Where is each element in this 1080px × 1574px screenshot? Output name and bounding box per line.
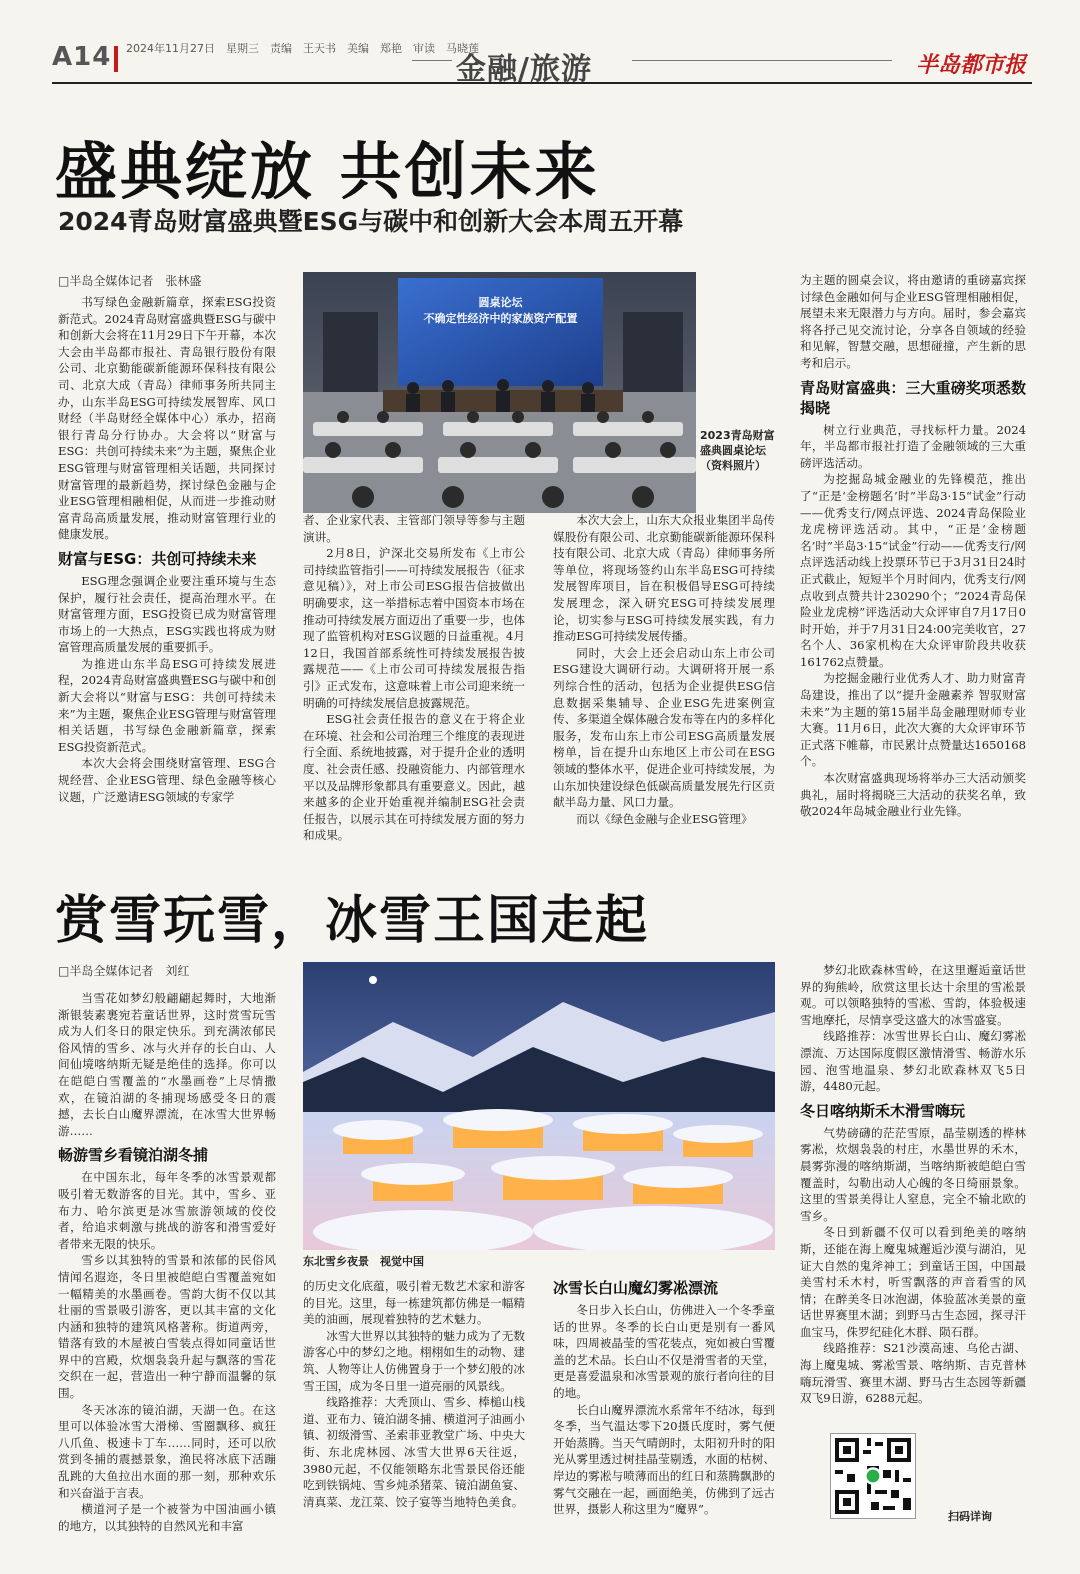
paragraph: 线路推荐：冰雪世界长白山、魔幻雾凇漂流、万达国际度假区激情滑雪、畅游水乐园、泡雪地温泉、梦幻北欧森林双飞5日游，4480元起。 xyxy=(800,1029,1026,1094)
paragraph: 者、企业家代表、主管部门领导等参与主题演讲。 xyxy=(303,513,525,544)
page-masthead xyxy=(52,40,1032,87)
paragraph: 为挖掘岛城金融业的先锋模范，推出了“正是‘金榜题名’时”半岛3·15“试金”行动——优秀支行/网点评选、2024青岛保险业龙虎榜评选活动。其中，“正是‘金榜题名’时”半岛3·15“试金”行动——优秀支行/网点评选活动线上投票环节已于3月31日24时正式截止，短短半个月时间内，优秀支行/网点收到点赞共计230290个；“2024青岛保险业龙虎榜”评选活动大众评审自7月17日0时开始，并于7月31日24:00完美收官，27名个人、36家机构在大众评审阶段共收获161762点赞量。 xyxy=(800,472,1026,669)
article2-headline: 赏雪玩雪，冰雪王国走起 xyxy=(55,891,650,951)
edition-meta: 2024年11月27日 星期三 责编 王天书 美编 郑艳 审读 马晓莲 xyxy=(126,42,479,55)
paragraph: 冬天冰冻的镜泊湖，天湖一色。在这里可以体验冰雪大滑梯、雪圈飘移、疯狂八爪鱼、极速卡丁车……同时，还可以欣赏到冬捕的震撼景象，渔民将冰底下活蹦乱跳的大鱼拉出水面的那一刻，那种欢乐和兴奋溢于言表。 xyxy=(58,1402,276,1500)
article1-photo xyxy=(303,272,696,513)
screen-text: 不确定性经济中的家族资产配置 xyxy=(423,312,578,325)
section-title: 金融/旅游 xyxy=(456,52,592,87)
paragraph: 为挖掘金融行业优秀人才、助力财富青岛建设，推出了以“提升金融素养 智驭财富未来”为主题的第15届半岛金融理财师专业大赛。11月6日，此次大赛的大众评审环节正式落下帷幕，市民累计点赞量达1650168个。 xyxy=(800,671,1026,769)
article1-byline: □半岛全媒体记者 张林盛 xyxy=(58,274,202,288)
paragraph: ESG理念强调企业要注重环境与生态保护，履行社会责任，提高治理水平。在财富管理方面，ESG投资已成为财富管理市场上的一大热点，ESG实践也将成为财富管理高质量发展的重要抓手。 xyxy=(58,573,276,655)
article2-photo-caption: 东北雪乡夜景 视觉中国 xyxy=(303,1255,424,1268)
paragraph: 线路推荐：大秃顶山、雪乡、棒槌山栈道、亚布力、镜泊湖冬捕、横道河子油画小镇、初级滑雪、圣索菲亚教堂广场、中央大街、东北虎林园、冰雪大世界6天往返，3980元起，不仅能领略东北雪景民俗还能吃到铁锅炖、雪乡炖杀猪菜、镜泊湖鱼宴、清真菜、龙江菜、饺子宴等当地特色美食。 xyxy=(303,1395,525,1509)
article2-column-3 xyxy=(553,1278,775,1534)
paragraph: 冬日步入长白山，仿佛进入一个冬季童话的世界。冬季的长白山更是别有一番风味，四周被晶莹的雪花装点，宛如被白雪覆盖的艺术品。长白山不仅是滑雪者的天堂，更是喜爱温泉和冰雪景观的旅行者向往的目的地。 xyxy=(553,1303,775,1400)
article2-column-1 xyxy=(58,990,276,1534)
paragraph: 本次大会将会围绕财富管理、ESG合规经营、企业ESG管理、绿色金融等核心议题，广泛邀请ESG领域的专家学 xyxy=(58,756,276,804)
article2-column-2 xyxy=(303,1278,525,1534)
paragraph: 的历史文化底蕴，吸引着无数艺术家和游客的目光。这里，每一栋建筑都仿佛是一幅精美的油画，展现着独特的艺术魅力。 xyxy=(303,1279,525,1327)
paragraph: 为推进山东半岛ESG可持续发展进程，2024青岛财富盛典暨ESG与碳中和创新大会将以“财富与ESG：共创可持续未来”为主题，聚焦企业ESG管理与财富管理相关话题，书写绿色金融新篇章，探索ESG投资新范式。 xyxy=(58,656,276,754)
page-number: A14 xyxy=(52,42,112,72)
paragraph: 长白山魔界漂流水系常年不结冰，每到冬季，当气温达零下20摄氏度时，雾气便开始蒸腾。当天气晴朗时，太阳初升时的阳光从雾里透过树挂晶莹剔透，水面的枯树、岸边的雾凇与喷薄而出的红日和蒸腾飘渺的雾气交融在一起，画面绝美，仿佛到了远古世界，摄影人称这里为“魔界”。 xyxy=(553,1402,775,1517)
article1-column-2 xyxy=(303,512,525,846)
paragraph: 线路推荐：S21沙漠高速、乌伦古湖、海上魔鬼城、雾凇雪景、喀纳斯、吉克普林嗨玩滑雪、赛里木湖、野马古生态园等新疆双飞9日游，6288元起。 xyxy=(800,1341,1026,1406)
paragraph: 气势磅礴的茫茫雪原，晶莹剔透的桦林雾凇，炊烟袅袅的村庄，水墨世界的禾木，晨雾弥漫的喀纳斯湖，当喀纳斯被皑皑白雪覆盖时，勾勒出动人心魄的冬日绮丽景象。这里的雪景美得让人窒息，完全不输北欧的雪乡。 xyxy=(800,1125,1026,1223)
section-rule-left xyxy=(412,60,452,61)
article1-subhead-1: 财富与ESG：共创可持续未来 xyxy=(58,549,257,568)
article2-column-4 xyxy=(800,962,1026,1422)
paragraph: 冬日到新疆不仅可以看到绝美的喀纳斯，还能在海上魔鬼城邂逅沙漠与湖泊，见证大自然的鬼斧神工；到童话王国，中国最美雪村禾木村，听雪飘落的声音看雪的风情；在醉美冬日冰泡湖，体验蓝冰美景的童话世界赛里木湖；到野马古生态园，探寻汗血宝马，侏罗纪硅化木群、陨石群。 xyxy=(800,1225,1026,1339)
paragraph: 为主题的圆桌会议，将由邀请的重磅嘉宾探讨绿色金融如何与企业ESG管理相融相促，展望未来无限潜力与方向。届时，参会嘉宾将各抒己见交流讨论，分享各自领域的经验和见解，智慧交融，思想碰撞，产生新的思考和启示。 xyxy=(800,273,1026,370)
paragraph: 2月8日，沪深北交易所发布《上市公司持续监管指引——可持续发展报告（征求意见稿）》，对上市公司ESG报告信披做出明确要求，这一举措标志着中国资本市场在推动可持续发展方面迈出了重要一步，也体现了监管机构对ESG议题的日益重视。4月12日，我国首部系统性可持续发展报告披露规范——《上市公司可持续发展报告指引》正式发布，这意味着上市公司迎来统一明确的可持续发展信息披露规范。 xyxy=(303,546,525,710)
article1-column-4 xyxy=(800,272,1026,846)
screen-title: 圆桌论坛 xyxy=(478,296,523,309)
article1-subheadline: 2024青岛财富盛典暨ESG与碳中和创新大会本周五开幕 xyxy=(58,207,684,236)
article1-subhead-2: 青岛财富盛典：三大重磅奖项悉数揭晓 xyxy=(800,378,1026,417)
article1-column-1 xyxy=(58,294,276,846)
article1-photo-caption: 2023青岛财富盛典圆桌论坛（资料照片） xyxy=(700,429,775,472)
qr-caption: 扫码详询 xyxy=(948,1510,992,1523)
paragraph: 冰雪大世界以其独特的魅力成为了无数游客心中的梦幻之地。栩栩如生的动物、建筑、人物等让人仿佛置身于一个梦幻般的冰雪王国，成为冬日里一道亮丽的风景线。 xyxy=(303,1328,525,1393)
snow-village-illustration xyxy=(303,962,775,1250)
article1-headline: 盛典绽放 共创未来 xyxy=(55,135,600,208)
paragraph: 本次财富盛典现场将举办三大活动颁奖典礼，届时将揭晓三大活动的获奖名单，致敬2024年岛城金融业行业先锋。 xyxy=(800,771,1026,819)
article2-photo xyxy=(303,962,775,1250)
article1-column-3 xyxy=(553,512,775,846)
paragraph: ESG社会责任报告的意义在于将企业在环境、社会和公司治理三个维度的表现进行全面、系统地披露，对于提升企业的透明度、社会责任感、投融资能力、内部管理水平以及品牌形象都具有重要意义。因此，越来越多的企业开始重视并编制ESG社会责任报告，以展示其在可持续发展方面的努力和成果。 xyxy=(303,712,525,843)
paragraph: 在中国东北，每年冬季的冰雪景观都吸引着无数游客的目光。其中，雪乡、亚布力、哈尔滨更是冰雪旅游领域的佼佼者，给追求刺激与挑战的游客和滑雪爱好者带来无限的快乐。 xyxy=(58,1170,276,1251)
paragraph: 同时，大会上还会启动山东上市公司ESG建设大调研行动。大调研将开展一系列综合性的活动，包括为企业提供ESG信息数据采集辅导、企业ESG先进案例宣传、多渠道全媒体融合发布等在内的多样化服务，发布山东上市公司ESG高质量发展榜单，旨在提升山东地区上市公司在ESG领域的整体水平，促进企业可持续发展，为山东加快建设绿色低碳高质量发展先行区贡献半岛力量、风口力量。 xyxy=(553,645,775,810)
section-rule-right xyxy=(632,60,892,61)
paragraph: 树立行业典范，寻找标杆力量。2024年，半岛都市报社打造了金融领域的三大重磅评选活动。 xyxy=(800,422,1026,470)
paragraph: 本次大会上，山东大众报业集团半岛传媒股份有限公司、北京勤能碳新能源环保科技有限公司、北京大成（青岛）律师事务所等单位，将现场签约山东半岛ESG可持续发展智库项目，旨在积极倡导ESG可持续发展理念，深入研究ESG可持续发展理论，切实参与ESG可持续发展实践，有力推动ESG可持续发展传播。 xyxy=(553,513,775,644)
paragraph: 而以《绿色金融与企业ESG管理》 xyxy=(576,811,753,826)
newspaper-logo: 半岛都市报 xyxy=(915,52,1026,78)
article2-byline: □半岛全媒体记者 刘红 xyxy=(58,964,190,978)
article2-subhead-2: 冰雪长白山魔幻雾凇漂流 xyxy=(553,1279,719,1297)
article2-subhead-3: 冬日喀纳斯禾木滑雪嗨玩 xyxy=(800,1101,966,1120)
paragraph: 雪乡以其独特的雪景和浓郁的民俗风情闻名遐迩，冬日里被皑皑白雪覆盖宛如一幅精美的水墨画卷。雪韵大街不仅以其壮丽的雪景吸引游客，更以其丰富的文化内涵和独特的建筑风格著称。街道两旁，错落有致的木屋被白雪装点得如同童话世界中的宫殿，炊烟袅袅升起与飘落的雪花交织在一起，营造出一种宁静而温馨的氛围。 xyxy=(58,1253,276,1401)
paragraph: 书写绿色金融新篇章，探索ESG投资新范式。2024青岛财富盛典暨ESG与碳中和创新大会将在11月29日下午开幕，本次大会由半岛都市报社、青岛银行股份有限公司、北京勤能碳新能源环保科技有限公司、北京大成（青岛）律师事务所共同主办，山东半岛ESG可持续发展智库、风口财经（半岛财经全媒体中心）承办，招商银行青岛分行协办。大会将以“财富与ESG：共创可持续未来”为主题，聚焦企业ESG管理与财富管理相关话题，共同探讨财富管理的最新趋势，探讨绿色金融与企业ESG管理相融相促，从而进一步推动财富青岛高质量发展，推动财富管理行业的健康发展。 xyxy=(58,295,276,542)
paragraph: 梦幻北欧森林雪岭，在这里邂逅童话世界的狗熊岭，欣赏这里长达十余里的雪凇景观。可以领略独特的雪凇、雪韵，体验极速雪地摩托，尽情享受这盛大的冰雪盛宴。 xyxy=(800,963,1026,1027)
qr-code-icon xyxy=(831,1434,915,1518)
qr-code[interactable] xyxy=(830,1433,916,1519)
paragraph: 当雪花如梦幻般翩翩起舞时，大地渐渐银装素裹宛若童话世界，这时赏雪玩雪成为人们冬日的限定快乐。到充满浓郁民俗风情的雪乡、冰与火并存的长白山、人间仙境喀纳斯无疑是绝佳的选择。你可以在皑皑白雪覆盖的“水墨画卷”上尽情撒欢，在镜泊湖的冬捕现场感受冬日的震撼，去长白山魔界漂流，在冰雪大世界畅游…… xyxy=(58,991,276,1138)
page-number-divider xyxy=(114,46,118,72)
article2-subhead-1: 畅游雪乡看镜泊湖冬捕 xyxy=(58,1146,209,1165)
paragraph: 横道河子是一个被誉为中国油画小镇的地方，以其独特的自然风光和丰富 xyxy=(58,1502,276,1533)
